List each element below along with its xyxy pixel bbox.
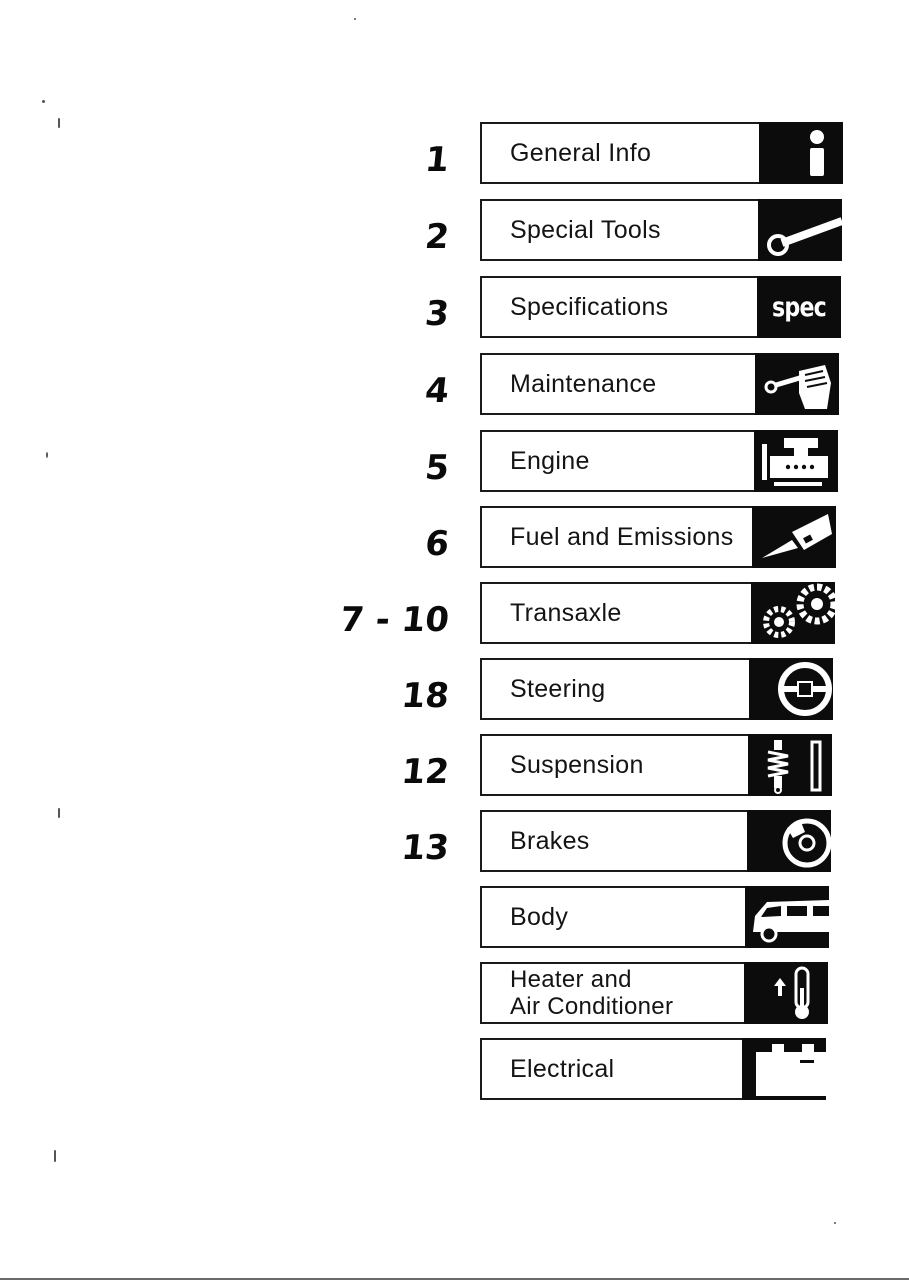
section-number: 3 — [423, 294, 452, 334]
tab-engine[interactable] — [480, 430, 838, 492]
tab-suspension[interactable] — [480, 734, 832, 796]
steering-wheel-icon — [749, 658, 833, 720]
brake-disc-icon — [747, 810, 831, 872]
tab-maintenance[interactable] — [480, 353, 839, 415]
section-number: 2 — [423, 217, 452, 257]
spec-icon-text: spec — [772, 291, 826, 323]
tab-label: Electrical — [510, 1055, 615, 1083]
tab-label: Heater and Air Conditioner — [510, 966, 674, 1020]
scan-speck — [54, 1150, 56, 1162]
gears-icon — [751, 582, 835, 644]
tab-transaxle[interactable] — [480, 582, 835, 644]
tab-label: Maintenance — [510, 370, 657, 398]
scan-speck — [58, 808, 60, 818]
section-number: 12 — [399, 752, 452, 792]
section-number: 4 — [423, 371, 452, 411]
section-number: 5 — [423, 448, 452, 488]
tab-label: Fuel and Emissions — [510, 523, 734, 551]
tab-brakes[interactable] — [480, 810, 831, 872]
tab-specifications[interactable] — [480, 276, 841, 338]
scan-speck — [46, 452, 48, 458]
scan-speck — [354, 18, 356, 20]
tab-label: Body — [510, 903, 569, 931]
page-bottom-edge — [0, 1278, 909, 1280]
wrench-icon — [758, 199, 842, 261]
scan-speck — [834, 1222, 836, 1224]
tab-heater-and-air-conditioner[interactable] — [480, 962, 828, 1024]
tab-label: Special Tools — [510, 216, 661, 244]
tab-special-tools[interactable] — [480, 199, 842, 261]
section-number: 18 — [399, 676, 452, 716]
tab-label: Brakes — [510, 827, 590, 855]
section-number: 13 — [399, 828, 452, 868]
tab-electrical[interactable] — [480, 1038, 826, 1100]
section-number: 7 - 10 — [338, 600, 452, 640]
tab-fuel-and-emissions[interactable] — [480, 506, 836, 568]
thermometer-icon — [744, 962, 828, 1024]
section-number: 6 — [423, 524, 452, 564]
tab-steering[interactable] — [480, 658, 833, 720]
hand-wrench-icon — [755, 353, 839, 415]
tab-label: Steering — [510, 675, 606, 703]
tab-general-info[interactable] — [480, 122, 843, 184]
battery-icon — [742, 1038, 826, 1100]
section-number: 1 — [423, 140, 452, 180]
tab-body[interactable] — [480, 886, 829, 948]
scan-speck — [58, 118, 60, 128]
tab-label: General Info — [510, 139, 652, 167]
tab-label: Suspension — [510, 751, 644, 779]
tab-label: Engine — [510, 447, 590, 475]
tab-label: Specifications — [510, 293, 669, 321]
scan-speck — [42, 100, 45, 103]
info-icon — [759, 122, 843, 184]
shock-absorber-icon — [748, 734, 832, 796]
engine-icon — [754, 430, 838, 492]
fuel-nozzle-icon — [752, 506, 836, 568]
tab-label: Transaxle — [510, 599, 622, 627]
spec-icon — [757, 276, 841, 338]
car-body-icon — [745, 886, 829, 948]
